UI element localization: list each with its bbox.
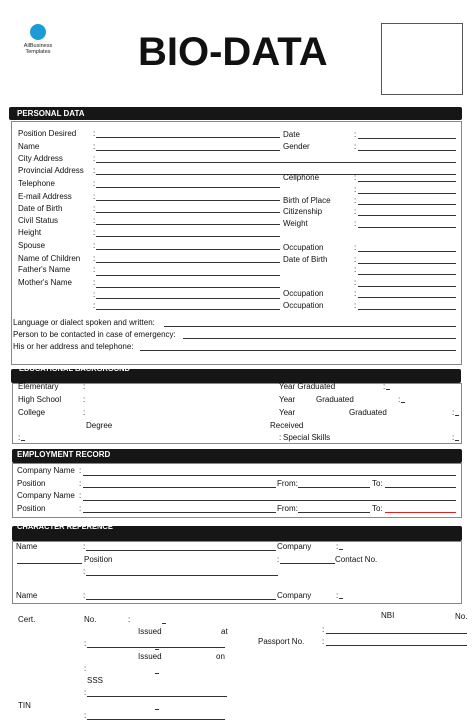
colon: : xyxy=(84,664,87,673)
colon: : xyxy=(354,219,357,228)
field-right-extra-2[interactable] xyxy=(358,286,456,287)
field-mothers-name[interactable] xyxy=(96,287,280,288)
personal-data-box xyxy=(11,121,462,365)
label-issued-at: Issued xyxy=(138,627,162,636)
field-occupation-3[interactable] xyxy=(358,309,456,310)
field-children-extra-1[interactable] xyxy=(96,298,280,299)
field-occupation-2[interactable] xyxy=(358,297,456,298)
field-sss[interactable] xyxy=(87,696,227,697)
label-ref-position-1: Position xyxy=(84,555,113,564)
colon: : xyxy=(452,408,455,417)
label-high-school: High School xyxy=(18,395,62,404)
employment-header xyxy=(12,449,462,463)
field-ref-company-1[interactable] xyxy=(339,549,343,550)
label-sss: SSS xyxy=(87,676,104,685)
label-on: on xyxy=(216,652,225,661)
field-year-high-school[interactable] xyxy=(401,402,405,403)
colon: : xyxy=(354,301,357,310)
label-ref-company-1: Company xyxy=(277,542,312,551)
page-title: BIO-DATA xyxy=(138,30,328,74)
label-spouse: Spouse xyxy=(18,241,46,250)
label-position-1: Position xyxy=(17,479,46,488)
colon: : xyxy=(83,408,86,417)
label-position-2: Position xyxy=(17,504,46,513)
field-cellphone[interactable] xyxy=(358,181,456,182)
label-elementary: Elementary xyxy=(18,382,59,391)
label-company-name-1: Company Name xyxy=(17,466,75,475)
label-ref-company-2: Company xyxy=(277,591,312,600)
label-nbi-no: No. xyxy=(455,612,468,621)
field-passport-no[interactable] xyxy=(326,645,467,646)
label-ref-contact-no: Contact No. xyxy=(335,555,378,564)
field-cert-no[interactable] xyxy=(162,623,166,624)
label-year-graduated: Year Graduated xyxy=(279,382,336,391)
label-cellphone: Cellphone xyxy=(283,173,320,182)
field-fathers-name[interactable] xyxy=(96,275,280,276)
field-company-name-2[interactable] xyxy=(83,500,456,501)
field-city-address[interactable] xyxy=(96,162,456,163)
field-children[interactable] xyxy=(96,262,280,263)
field-weight[interactable] xyxy=(358,227,456,228)
field-dob-2[interactable] xyxy=(358,263,456,264)
field-from-2[interactable] xyxy=(298,512,370,513)
label-name-of-children: Name of Children xyxy=(18,254,81,263)
colon: : xyxy=(93,241,96,250)
colon: : xyxy=(398,395,401,404)
field-provincial-address[interactable] xyxy=(96,174,456,175)
field-date[interactable] xyxy=(358,138,456,139)
field-emergency[interactable] xyxy=(183,338,456,339)
colon: : xyxy=(93,290,96,299)
label-weight: Weight xyxy=(283,219,308,228)
label-city-address: City Address xyxy=(18,154,63,163)
colon: : xyxy=(322,625,325,634)
colon: : xyxy=(354,185,357,194)
label-college: College xyxy=(18,408,46,417)
field-ref-position-blank[interactable] xyxy=(280,563,335,564)
logo-line1: AllBusiness xyxy=(23,43,53,49)
label-email-address: E-mail Address xyxy=(18,192,72,201)
colon: : xyxy=(336,542,339,551)
label-date-of-birth-2: Date of Birth xyxy=(283,255,328,264)
field-issued-blank[interactable] xyxy=(155,649,159,650)
field-from-1[interactable] xyxy=(298,487,370,488)
education-box xyxy=(12,383,462,444)
label-birth-of-place: Birth of Place xyxy=(283,196,331,205)
colon: : xyxy=(83,567,86,576)
field-position-1[interactable] xyxy=(83,487,276,488)
label-received: Received xyxy=(270,421,304,430)
personal-data-heading: PERSONAL DATA xyxy=(17,109,85,118)
colon: : xyxy=(93,254,96,263)
colon: : xyxy=(354,255,357,264)
colon: : xyxy=(452,433,455,442)
label-tin: TIN xyxy=(18,701,31,710)
colon: : xyxy=(93,192,96,201)
field-issued-at[interactable] xyxy=(87,647,225,648)
label-year-2: Year xyxy=(279,395,296,404)
label-occupation-2: Occupation xyxy=(283,289,324,298)
field-position-2[interactable] xyxy=(83,512,276,513)
field-tin[interactable] xyxy=(87,719,225,720)
colon: : xyxy=(83,395,86,404)
colon: : xyxy=(79,479,82,488)
field-nbi-no[interactable] xyxy=(326,633,467,634)
colon: : xyxy=(354,207,357,216)
field-gender[interactable] xyxy=(358,150,456,151)
field-right-extra[interactable] xyxy=(358,274,456,275)
label-provincial-address: Provincial Address xyxy=(18,166,84,175)
label-position-desired: Position Desired xyxy=(18,129,77,138)
colon: : xyxy=(277,555,280,564)
field-children-extra-2[interactable] xyxy=(96,309,280,310)
label-date-of-birth: Date of Birth xyxy=(18,204,63,213)
label-language: Language or dialect spoken and written: xyxy=(13,318,155,327)
label-cert: Cert. xyxy=(18,615,36,624)
label-ref-name-1: Name xyxy=(16,542,38,551)
colon: : xyxy=(83,382,86,391)
label-date: Date xyxy=(283,130,300,139)
label-telephone: Telephone xyxy=(18,179,55,188)
label-emergency: Person to be contacted in case of emergency: xyxy=(13,330,176,339)
field-ref-position-1[interactable] xyxy=(86,575,278,576)
colon: : xyxy=(354,278,357,287)
colon: : xyxy=(354,142,357,151)
label-from-1: From: xyxy=(277,479,298,488)
field-issued-on[interactable] xyxy=(155,673,159,674)
label-company-name-2: Company Name xyxy=(17,491,75,500)
field-date-of-birth[interactable] xyxy=(96,212,280,213)
label-at: at xyxy=(221,627,228,636)
colon: : xyxy=(84,688,87,697)
colon: : xyxy=(79,491,82,500)
label-cert-no: No. xyxy=(84,615,97,624)
colon: : xyxy=(93,154,96,163)
field-name[interactable] xyxy=(96,150,280,151)
label-year-3: Year xyxy=(279,408,296,417)
colon: : xyxy=(84,711,87,720)
field-special-skills[interactable] xyxy=(455,440,459,441)
colon: : xyxy=(354,130,357,139)
colon: : xyxy=(354,265,357,274)
colon: : xyxy=(93,301,96,310)
label-issued-on: Issued xyxy=(138,652,162,661)
education-header xyxy=(11,364,461,383)
colon: : xyxy=(93,204,96,213)
field-citizenship[interactable] xyxy=(358,215,456,216)
label-fathers-name: Father's Name xyxy=(18,265,71,274)
colon: : xyxy=(93,166,96,175)
field-ref-name-2[interactable] xyxy=(86,599,276,600)
colon: : xyxy=(79,466,82,475)
label-to-2: To: xyxy=(372,504,383,513)
personal-data-header xyxy=(9,107,462,120)
employment-heading: EMPLOYMENT RECORD xyxy=(17,450,111,459)
field-spouse[interactable] xyxy=(96,249,280,250)
field-telephone[interactable] xyxy=(96,187,280,188)
colon: : xyxy=(354,289,357,298)
field-occupation-1[interactable] xyxy=(358,251,456,252)
label-graduated-3: Graduated xyxy=(349,408,387,417)
colon: : xyxy=(18,433,21,442)
colon: : xyxy=(354,173,357,182)
photo-box xyxy=(381,23,463,95)
label-graduated-2: Graduated xyxy=(316,395,354,404)
label-mothers-name: Mother's Name xyxy=(18,278,72,287)
label-nbi: NBI xyxy=(381,611,395,620)
label-to-1: To: xyxy=(372,479,383,488)
label-name: Name xyxy=(18,142,40,151)
label-citizenship: Citizenship xyxy=(283,207,323,216)
label-occupation-3: Occupation xyxy=(283,301,324,310)
label-degree: Degree xyxy=(86,421,113,430)
colon: : xyxy=(79,504,82,513)
colon: : xyxy=(93,265,96,274)
field-birth-of-place[interactable] xyxy=(358,204,456,205)
character-header xyxy=(12,522,462,541)
colon: : xyxy=(83,542,86,551)
field-ref-blank-1[interactable] xyxy=(17,563,82,564)
field-position-desired[interactable] xyxy=(96,137,280,138)
colon: : xyxy=(83,591,86,600)
character-heading: CHARACTER REFERENCE xyxy=(17,522,113,531)
colon: : xyxy=(279,433,282,442)
education-heading: EDUCATIONAL BACKGROUND xyxy=(19,364,130,373)
colon: : xyxy=(354,243,357,252)
field-to-2[interactable] xyxy=(385,512,456,513)
colon: : xyxy=(93,228,96,237)
colon: : xyxy=(93,142,96,151)
colon: : xyxy=(322,637,325,646)
colon: : xyxy=(354,196,357,205)
colon: : xyxy=(336,591,339,600)
field-email[interactable] xyxy=(96,200,280,201)
field-to-1[interactable] xyxy=(385,487,456,488)
colon: : xyxy=(84,639,87,648)
field-civil-status[interactable] xyxy=(96,224,280,225)
field-address-telephone[interactable] xyxy=(140,350,456,351)
label-passport-no: Passport No. xyxy=(258,637,305,646)
colon: : xyxy=(93,278,96,287)
label-height: Height xyxy=(18,228,42,237)
label-special-skills: Special Skills xyxy=(283,433,331,442)
field-year-college[interactable] xyxy=(455,415,459,416)
label-from-2: From: xyxy=(277,504,298,513)
label-address-telephone: His or her address and telephone: xyxy=(13,342,134,351)
logo-icon xyxy=(30,24,46,40)
colon: : xyxy=(383,382,386,391)
label-ref-name-2: Name xyxy=(16,591,38,600)
colon: : xyxy=(93,216,96,225)
label-gender: Gender xyxy=(283,142,310,151)
field-ref-company-2[interactable] xyxy=(339,598,343,599)
field-height[interactable] xyxy=(96,236,280,237)
logo-line2: Templates xyxy=(25,49,51,55)
field-degree[interactable] xyxy=(21,440,25,441)
colon: : xyxy=(128,615,131,624)
logo-text xyxy=(20,43,56,55)
colon: : xyxy=(93,129,96,138)
field-cellphone-2[interactable] xyxy=(358,193,456,194)
field-tin-blank[interactable] xyxy=(155,709,159,710)
label-civil-status: Civil Status xyxy=(18,216,59,225)
colon: : xyxy=(93,179,96,188)
field-company-name-1[interactable] xyxy=(83,475,456,476)
field-year-elementary[interactable] xyxy=(386,389,390,390)
label-occupation-1: Occupation xyxy=(283,243,324,252)
field-ref-name-1[interactable] xyxy=(86,550,276,551)
field-language[interactable] xyxy=(164,326,456,327)
